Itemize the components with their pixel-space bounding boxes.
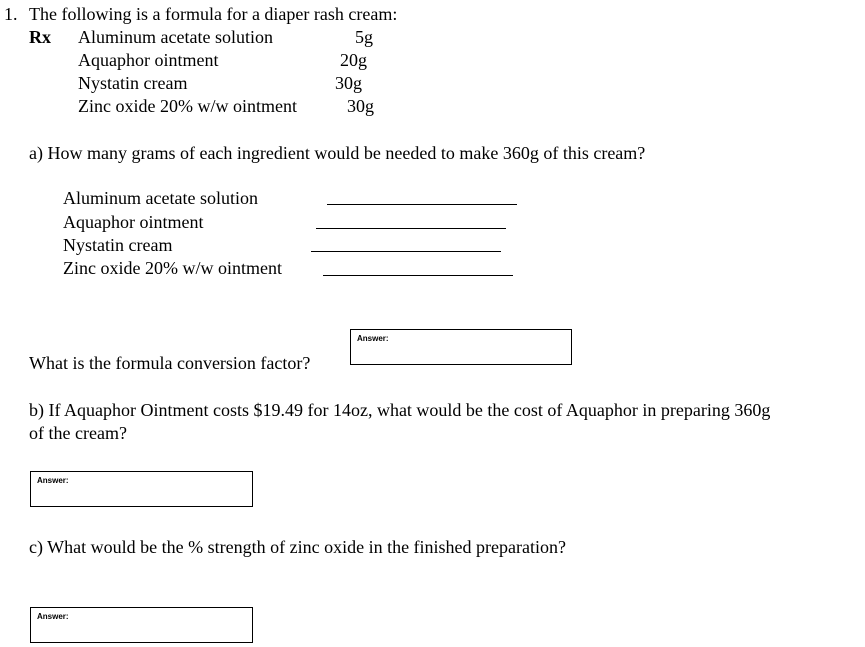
answer-blank-nystatin[interactable]: [311, 251, 501, 252]
conversion-factor-answer-box[interactable]: [350, 329, 572, 365]
part-c-prompt: c) What would be the % strength of zinc oxide in the finished preparation?: [29, 537, 566, 557]
ingredient-name: Zinc oxide 20% w/w ointment: [78, 96, 297, 116]
part-a-prompt: a) How many grams of each ingredient would be needed to make 360g of this cream?: [29, 143, 646, 163]
ingredient-amount: 30g: [335, 73, 362, 93]
part-b-prompt-line1: b) If Aquaphor Ointment costs $19.49 for 14oz, what would be the cost of Aquaphor in preparing 360g: [29, 400, 771, 420]
ingredient-name: Nystatin cream: [78, 73, 188, 93]
answer-blank-aluminum[interactable]: [327, 204, 517, 205]
ingredient-amount: 5g: [355, 27, 373, 47]
question-intro: The following is a formula for a diaper rash cream:: [29, 4, 398, 24]
answer-row-label: Zinc oxide 20% w/w ointment: [63, 258, 282, 278]
answer-blank-aquaphor[interactable]: [316, 228, 506, 229]
conversion-factor-question: What is the formula conversion factor?: [29, 353, 311, 373]
answer-label: Answer:: [37, 476, 69, 485]
answer-blank-zinc-oxide[interactable]: [323, 275, 513, 276]
answer-row-label: Aquaphor ointment: [63, 212, 204, 232]
ingredient-amount: 30g: [347, 96, 374, 116]
answer-label: Answer:: [37, 612, 69, 621]
ingredient-amount: 20g: [340, 50, 367, 70]
ingredient-name: Aquaphor ointment: [78, 50, 219, 70]
part-c-answer-box[interactable]: [30, 607, 253, 643]
answer-row-label: Nystatin cream: [63, 235, 173, 255]
rx-symbol: Rx: [29, 27, 51, 47]
question-number: 1.: [4, 4, 18, 24]
part-b-answer-box[interactable]: [30, 471, 253, 507]
ingredient-name: Aluminum acetate solution: [78, 27, 273, 47]
answer-label: Answer:: [357, 334, 389, 343]
answer-row-label: Aluminum acetate solution: [63, 188, 258, 208]
part-b-prompt-line2: of the cream?: [29, 423, 127, 443]
